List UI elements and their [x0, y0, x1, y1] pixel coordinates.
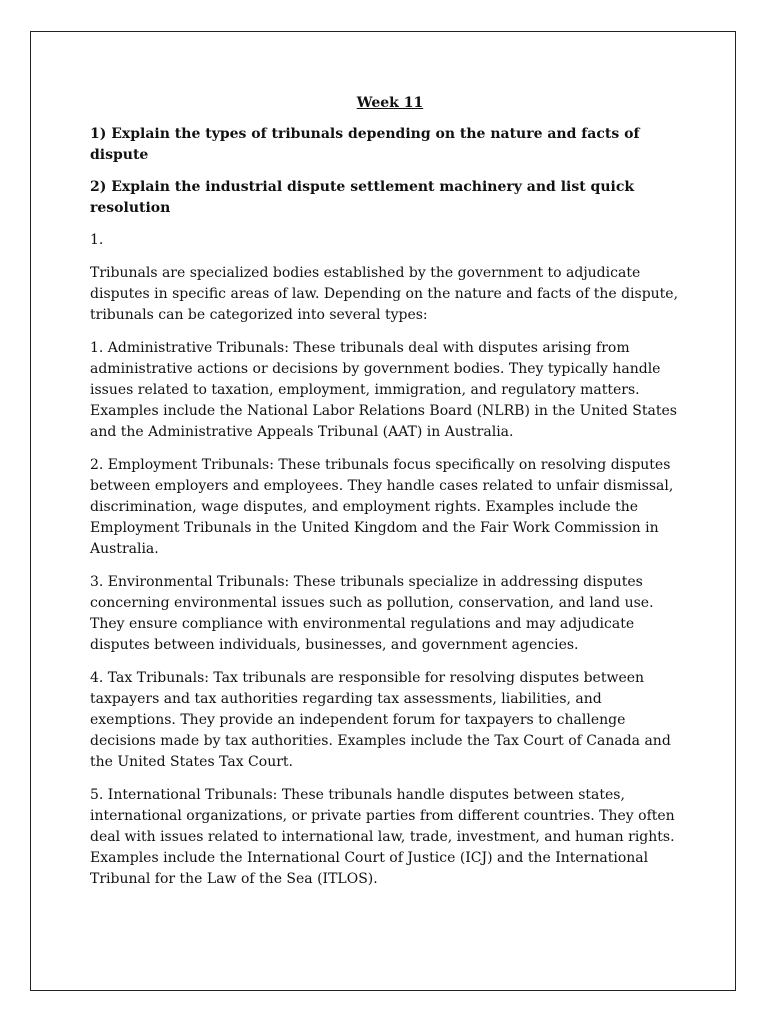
- section-number: 1.: [90, 232, 104, 248]
- question-1: 1) Explain the types of tribunals depending on the nature and facts of dispute: [90, 126, 640, 163]
- intro-paragraph: Tribunals are specialized bodies established by the government to adjudicate disputes in specific areas of law. Depending on the nature and facts of the dispute, tribunals can be categorized into several types:: [90, 265, 679, 323]
- environmental-tribunals-paragraph: 3. Environmental Tribunals: These tribunals specialize in addressing disputes concerning environmental issues such as pollution, conservation, and land use. They ensure compliance with environmental regulations and may adjudicate disputes between individuals, businesses, and government agencies.: [90, 574, 654, 653]
- page-title: Week 11: [356, 95, 424, 111]
- question-2: 2) Explain the industrial dispute settlement machinery and list quick resolution: [90, 179, 635, 216]
- document-page: [30, 31, 736, 991]
- document-body: [90, 93, 690, 902]
- employment-tribunals-paragraph: 2. Employment Tribunals: These tribunals focus specifically on resolving disputes between employers and employees. They handle cases related to unfair dismissal, discrimination, wage disputes, and employment rights. Examples include the Employment Tribunals in the United Kingdom and the Fair Work Commission in Australia.: [90, 457, 674, 557]
- tax-tribunals-paragraph: 4. Tax Tribunals: Tax tribunals are responsible for resolving disputes between taxpayers and tax authorities regarding tax assessments, liabilities, and exemptions. They provide an independent forum for taxpayers to challenge decisions made by tax authorities. Examples include the Tax Court of Canada and the United States Tax Court.: [90, 670, 671, 770]
- administrative-tribunals-paragraph: 1. Administrative Tribunals: These tribunals deal with disputes arising from administrative actions or decisions by government bodies. They typically handle issues related to taxation, employment, immigration, and regulatory matters. Examples include the National Labor Relations Board (NLRB) in the United States and the Administrative Appeals Tribunal (AAT) in Australia.: [90, 340, 677, 440]
- international-tribunals-paragraph: 5. International Tribunals: These tribunals handle disputes between states, international organizations, or private parties from different countries. They often deal with issues related to international law, trade, investment, and human rights. Examples include the International Court of Justice (ICJ) and the International Tribunal for the Law of the Sea (ITLOS).: [90, 787, 675, 887]
